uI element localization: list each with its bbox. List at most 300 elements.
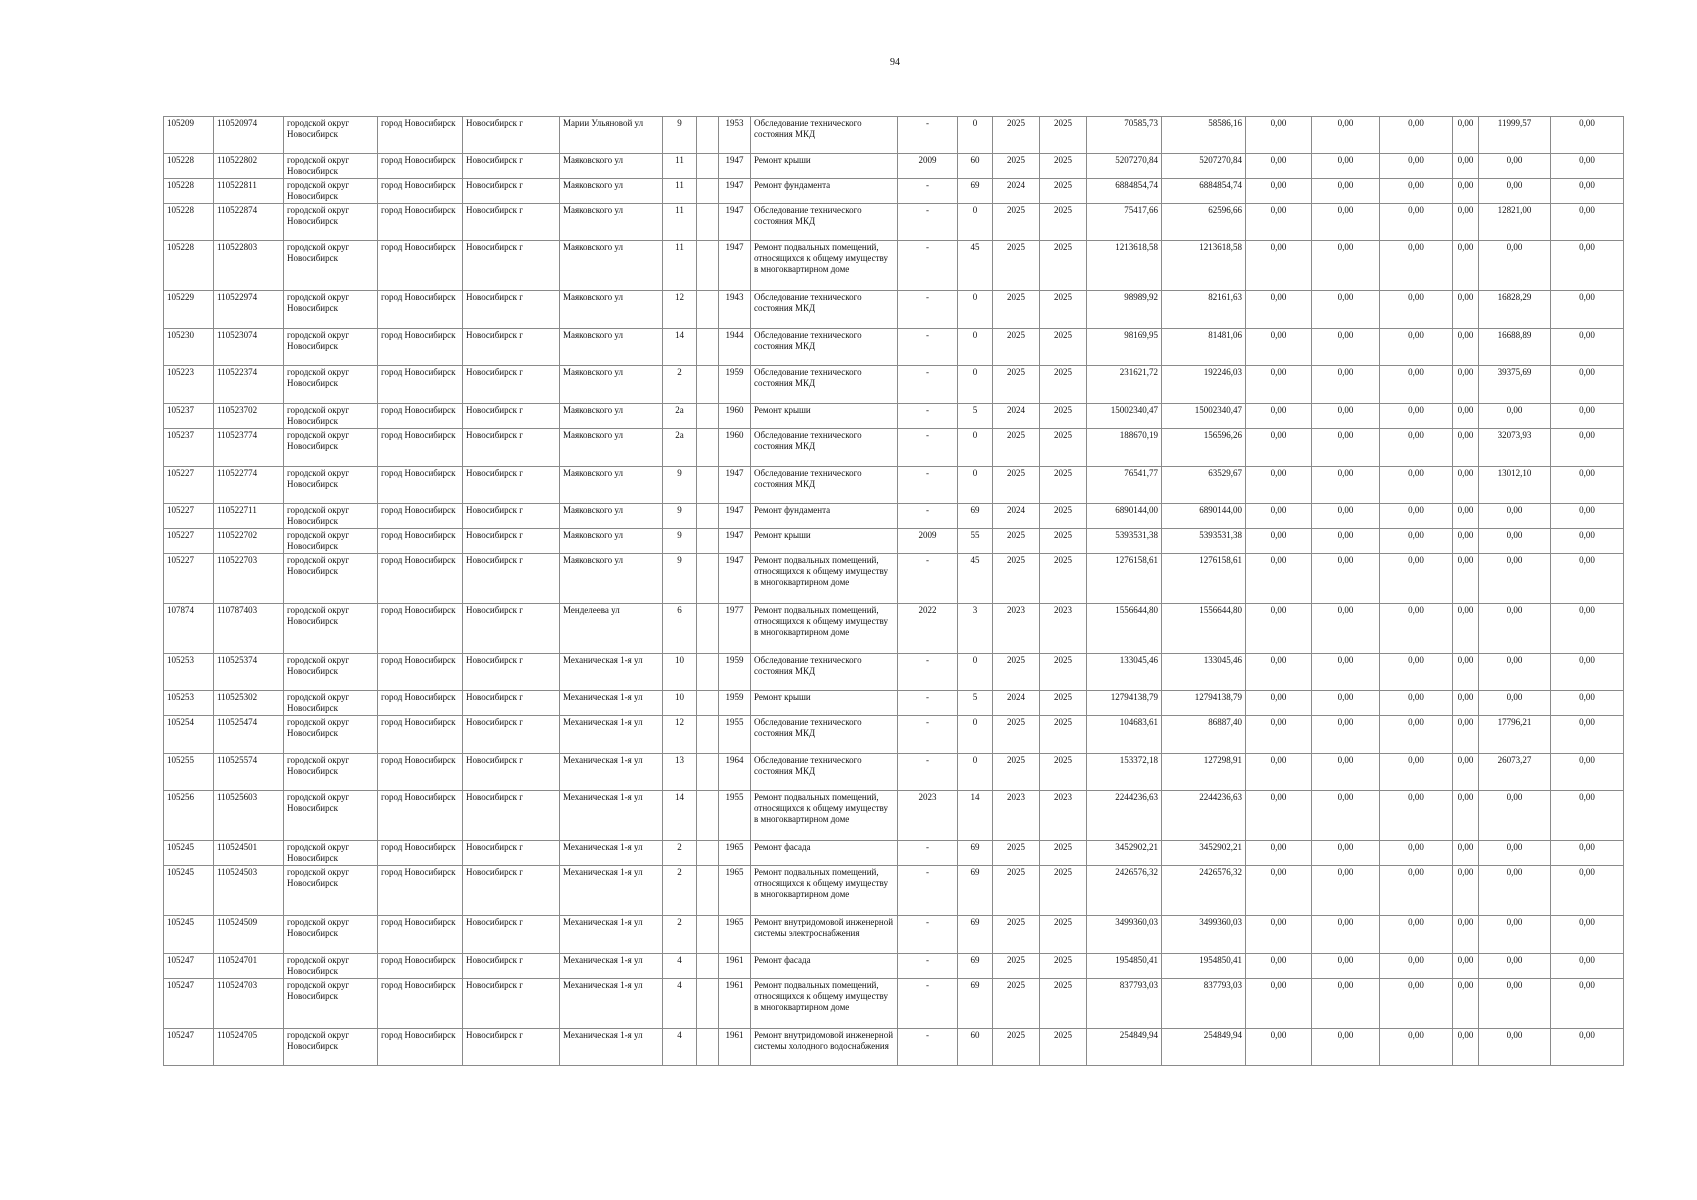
table-row xyxy=(164,329,1624,366)
table-row xyxy=(164,179,1624,204)
cell-other-funds: 0,00 xyxy=(1453,179,1479,204)
cell-owner-funds: 26073,27 xyxy=(1479,754,1551,791)
cell-house-id: 110522774 xyxy=(214,467,284,504)
cell-plan-start: 2025 xyxy=(993,954,1040,979)
cell-federal-funds: 0,00 xyxy=(1246,841,1312,866)
cell-house-number: 2 xyxy=(663,866,697,916)
cell-last-repair-year: 2009 xyxy=(898,154,958,179)
cell-locality: Новосибирск г xyxy=(463,291,560,329)
cell-last-repair-year: - xyxy=(898,916,958,954)
cell-nr-code: 105245 xyxy=(164,866,214,916)
cell-regional-funds: 0,00 xyxy=(1312,429,1380,467)
cell-settlement: город Новосибирск xyxy=(378,366,463,404)
cell-plan-end: 2025 xyxy=(1040,291,1087,329)
cell-building xyxy=(697,954,719,979)
cell-fund-cost: 82161,63 xyxy=(1162,291,1246,329)
cell-settlement: город Новосибирск xyxy=(378,429,463,467)
cell-year-built: 1947 xyxy=(719,204,751,241)
cell-building xyxy=(697,554,719,604)
cell-plan-end: 2023 xyxy=(1040,604,1087,654)
cell-owner-funds: 0,00 xyxy=(1479,1029,1551,1066)
cell-nr-code: 105255 xyxy=(164,754,214,791)
cell-house-number: 10 xyxy=(663,654,697,691)
cell-local-funds: 0,00 xyxy=(1380,529,1453,554)
cell-house-number: 4 xyxy=(663,979,697,1029)
cell-house-id: 110522803 xyxy=(214,241,284,291)
cell-locality: Новосибирск г xyxy=(463,179,560,204)
cell-plan-end: 2025 xyxy=(1040,691,1087,716)
cell-other-funds: 0,00 xyxy=(1453,841,1479,866)
cell-building xyxy=(697,866,719,916)
cell-municipality: городской округ Новосибирск xyxy=(284,754,378,791)
cell-building xyxy=(697,404,719,429)
cell-plan-start: 2025 xyxy=(993,117,1040,154)
cell-total-cost: 1213618,58 xyxy=(1087,241,1162,291)
cell-locality: Новосибирск г xyxy=(463,754,560,791)
cell-nr-code: 105228 xyxy=(164,179,214,204)
table-row xyxy=(164,291,1624,329)
cell-extra-funds: 0,00 xyxy=(1551,791,1624,841)
cell-building xyxy=(697,291,719,329)
cell-total-cost: 70585,73 xyxy=(1087,117,1162,154)
cell-regional-funds: 0,00 xyxy=(1312,554,1380,604)
cell-plan-end: 2025 xyxy=(1040,117,1087,154)
cell-nr-code: 105245 xyxy=(164,841,214,866)
cell-total-cost: 5393531,38 xyxy=(1087,529,1162,554)
cell-nr-code: 105256 xyxy=(164,791,214,841)
cell-nr-code: 105237 xyxy=(164,404,214,429)
cell-settlement: город Новосибирск xyxy=(378,691,463,716)
cell-local-funds: 0,00 xyxy=(1380,504,1453,529)
cell-house-number: 4 xyxy=(663,1029,697,1066)
cell-federal-funds: 0,00 xyxy=(1246,691,1312,716)
cell-total-cost: 133045,46 xyxy=(1087,654,1162,691)
cell-nr-code: 105253 xyxy=(164,654,214,691)
cell-regional-funds: 0,00 xyxy=(1312,467,1380,504)
cell-building xyxy=(697,241,719,291)
cell-owner-funds: 0,00 xyxy=(1479,604,1551,654)
cell-settlement: город Новосибирск xyxy=(378,241,463,291)
cell-total-cost: 2426576,32 xyxy=(1087,866,1162,916)
cell-house-number: 12 xyxy=(663,716,697,754)
cell-work-type: Обследование технического состояния МКД xyxy=(751,291,898,329)
cell-house-id: 110523774 xyxy=(214,429,284,467)
cell-municipality: городской округ Новосибирск xyxy=(284,366,378,404)
cell-plan-end: 2025 xyxy=(1040,979,1087,1029)
table-row xyxy=(164,691,1624,716)
cell-street: Маяковского ул xyxy=(560,429,663,467)
cell-regional-funds: 0,00 xyxy=(1312,754,1380,791)
cell-house-number: 11 xyxy=(663,179,697,204)
cell-work-type: Ремонт крыши xyxy=(751,154,898,179)
cell-locality: Новосибирск г xyxy=(463,467,560,504)
cell-house-number: 9 xyxy=(663,504,697,529)
cell-other-funds: 0,00 xyxy=(1453,291,1479,329)
cell-wear-percent: 3 xyxy=(958,604,993,654)
cell-plan-start: 2023 xyxy=(993,604,1040,654)
cell-extra-funds: 0,00 xyxy=(1551,916,1624,954)
cell-local-funds: 0,00 xyxy=(1380,404,1453,429)
cell-plan-end: 2025 xyxy=(1040,754,1087,791)
table-row xyxy=(164,204,1624,241)
cell-settlement: город Новосибирск xyxy=(378,916,463,954)
cell-building xyxy=(697,179,719,204)
cell-settlement: город Новосибирск xyxy=(378,604,463,654)
cell-total-cost: 75417,66 xyxy=(1087,204,1162,241)
cell-total-cost: 1556644,80 xyxy=(1087,604,1162,654)
cell-extra-funds: 0,00 xyxy=(1551,329,1624,366)
cell-total-cost: 104683,61 xyxy=(1087,716,1162,754)
cell-other-funds: 0,00 xyxy=(1453,866,1479,916)
cell-extra-funds: 0,00 xyxy=(1551,154,1624,179)
cell-last-repair-year: 2022 xyxy=(898,604,958,654)
cell-last-repair-year: - xyxy=(898,204,958,241)
cell-regional-funds: 0,00 xyxy=(1312,654,1380,691)
cell-work-type: Ремонт крыши xyxy=(751,691,898,716)
cell-building xyxy=(697,154,719,179)
cell-owner-funds: 16828,29 xyxy=(1479,291,1551,329)
cell-settlement: город Новосибирск xyxy=(378,204,463,241)
cell-last-repair-year: - xyxy=(898,241,958,291)
cell-last-repair-year: 2009 xyxy=(898,529,958,554)
cell-building xyxy=(697,467,719,504)
cell-work-type: Ремонт подвальных помещений, относящихся к общему имуществу в многоквартирном доме xyxy=(751,604,898,654)
cell-plan-start: 2025 xyxy=(993,716,1040,754)
cell-locality: Новосибирск г xyxy=(463,1029,560,1066)
cell-street: Механическая 1-я ул xyxy=(560,916,663,954)
table-row xyxy=(164,979,1624,1029)
cell-last-repair-year: - xyxy=(898,979,958,1029)
cell-wear-percent: 0 xyxy=(958,117,993,154)
cell-plan-start: 2025 xyxy=(993,429,1040,467)
cell-house-number: 14 xyxy=(663,791,697,841)
cell-nr-code: 105228 xyxy=(164,204,214,241)
cell-fund-cost: 837793,03 xyxy=(1162,979,1246,1029)
cell-building xyxy=(697,504,719,529)
cell-wear-percent: 55 xyxy=(958,529,993,554)
cell-other-funds: 0,00 xyxy=(1453,716,1479,754)
cell-settlement: город Новосибирск xyxy=(378,404,463,429)
cell-house-number: 11 xyxy=(663,154,697,179)
cell-owner-funds: 12821,00 xyxy=(1479,204,1551,241)
cell-nr-code: 105237 xyxy=(164,429,214,467)
table-row xyxy=(164,467,1624,504)
cell-extra-funds: 0,00 xyxy=(1551,504,1624,529)
cell-municipality: городской округ Новосибирск xyxy=(284,529,378,554)
cell-fund-cost: 6890144,00 xyxy=(1162,504,1246,529)
cell-owner-funds: 11999,57 xyxy=(1479,117,1551,154)
cell-federal-funds: 0,00 xyxy=(1246,791,1312,841)
cell-street: Маяковского ул xyxy=(560,179,663,204)
cell-settlement: город Новосибирск xyxy=(378,716,463,754)
cell-nr-code: 105229 xyxy=(164,291,214,329)
cell-owner-funds: 0,00 xyxy=(1479,841,1551,866)
cell-settlement: город Новосибирск xyxy=(378,791,463,841)
cell-other-funds: 0,00 xyxy=(1453,654,1479,691)
cell-owner-funds: 0,00 xyxy=(1479,404,1551,429)
cell-house-number: 9 xyxy=(663,467,697,504)
cell-nr-code: 105247 xyxy=(164,954,214,979)
cell-plan-start: 2023 xyxy=(993,791,1040,841)
cell-municipality: городской округ Новосибирск xyxy=(284,154,378,179)
cell-regional-funds: 0,00 xyxy=(1312,691,1380,716)
cell-total-cost: 98169,95 xyxy=(1087,329,1162,366)
cell-work-type: Обследование технического состояния МКД xyxy=(751,654,898,691)
cell-plan-end: 2025 xyxy=(1040,429,1087,467)
cell-other-funds: 0,00 xyxy=(1453,529,1479,554)
cell-street: Механическая 1-я ул xyxy=(560,866,663,916)
cell-plan-start: 2025 xyxy=(993,467,1040,504)
cell-building xyxy=(697,366,719,404)
cell-plan-start: 2025 xyxy=(993,529,1040,554)
cell-plan-start: 2025 xyxy=(993,1029,1040,1066)
cell-wear-percent: 69 xyxy=(958,979,993,1029)
cell-other-funds: 0,00 xyxy=(1453,979,1479,1029)
cell-owner-funds: 17796,21 xyxy=(1479,716,1551,754)
cell-wear-percent: 60 xyxy=(958,1029,993,1066)
cell-owner-funds: 0,00 xyxy=(1479,979,1551,1029)
cell-locality: Новосибирск г xyxy=(463,429,560,467)
cell-owner-funds: 39375,69 xyxy=(1479,366,1551,404)
cell-building xyxy=(697,117,719,154)
cell-year-built: 1953 xyxy=(719,117,751,154)
cell-regional-funds: 0,00 xyxy=(1312,529,1380,554)
cell-municipality: городской округ Новосибирск xyxy=(284,979,378,1029)
cell-house-number: 9 xyxy=(663,529,697,554)
cell-fund-cost: 86887,40 xyxy=(1162,716,1246,754)
cell-fund-cost: 254849,94 xyxy=(1162,1029,1246,1066)
cell-settlement: город Новосибирск xyxy=(378,467,463,504)
cell-local-funds: 0,00 xyxy=(1380,291,1453,329)
cell-plan-start: 2025 xyxy=(993,866,1040,916)
cell-other-funds: 0,00 xyxy=(1453,204,1479,241)
cell-other-funds: 0,00 xyxy=(1453,429,1479,467)
cell-fund-cost: 1556644,80 xyxy=(1162,604,1246,654)
cell-fund-cost: 5207270,84 xyxy=(1162,154,1246,179)
cell-other-funds: 0,00 xyxy=(1453,154,1479,179)
cell-building xyxy=(697,841,719,866)
cell-plan-start: 2024 xyxy=(993,404,1040,429)
cell-federal-funds: 0,00 xyxy=(1246,366,1312,404)
cell-plan-end: 2025 xyxy=(1040,504,1087,529)
cell-year-built: 1965 xyxy=(719,866,751,916)
cell-extra-funds: 0,00 xyxy=(1551,716,1624,754)
cell-house-id: 110522703 xyxy=(214,554,284,604)
cell-locality: Новосибирск г xyxy=(463,504,560,529)
cell-plan-end: 2025 xyxy=(1040,841,1087,866)
cell-regional-funds: 0,00 xyxy=(1312,916,1380,954)
cell-locality: Новосибирск г xyxy=(463,979,560,1029)
cell-plan-end: 2025 xyxy=(1040,204,1087,241)
cell-settlement: город Новосибирск xyxy=(378,554,463,604)
cell-fund-cost: 81481,06 xyxy=(1162,329,1246,366)
table-row xyxy=(164,117,1624,154)
cell-local-funds: 0,00 xyxy=(1380,554,1453,604)
cell-house-number: 11 xyxy=(663,204,697,241)
cell-extra-funds: 0,00 xyxy=(1551,429,1624,467)
cell-settlement: город Новосибирск xyxy=(378,979,463,1029)
cell-building xyxy=(697,654,719,691)
cell-nr-code: 105254 xyxy=(164,716,214,754)
cell-local-funds: 0,00 xyxy=(1380,979,1453,1029)
cell-house-id: 110525474 xyxy=(214,716,284,754)
cell-year-built: 1960 xyxy=(719,429,751,467)
table-row xyxy=(164,716,1624,754)
cell-street: Маяковского ул xyxy=(560,554,663,604)
cell-house-id: 110524705 xyxy=(214,1029,284,1066)
cell-regional-funds: 0,00 xyxy=(1312,716,1380,754)
cell-house-id: 110522874 xyxy=(214,204,284,241)
cell-owner-funds: 0,00 xyxy=(1479,916,1551,954)
cell-building xyxy=(697,716,719,754)
cell-year-built: 1965 xyxy=(719,841,751,866)
cell-last-repair-year: 2023 xyxy=(898,791,958,841)
cell-street: Маяковского ул xyxy=(560,467,663,504)
cell-nr-code: 105230 xyxy=(164,329,214,366)
cell-federal-funds: 0,00 xyxy=(1246,654,1312,691)
cell-work-type: Ремонт фасада xyxy=(751,841,898,866)
cell-locality: Новосибирск г xyxy=(463,404,560,429)
cell-year-built: 1947 xyxy=(719,467,751,504)
cell-municipality: городской округ Новосибирск xyxy=(284,291,378,329)
cell-regional-funds: 0,00 xyxy=(1312,241,1380,291)
cell-locality: Новосибирск г xyxy=(463,791,560,841)
cell-house-number: 4 xyxy=(663,954,697,979)
table-row xyxy=(164,866,1624,916)
cell-plan-end: 2023 xyxy=(1040,791,1087,841)
cell-building xyxy=(697,691,719,716)
cell-local-funds: 0,00 xyxy=(1380,154,1453,179)
cell-work-type: Ремонт внутридомовой инженерной системы электроснабжения xyxy=(751,916,898,954)
cell-wear-percent: 0 xyxy=(958,329,993,366)
cell-year-built: 1959 xyxy=(719,366,751,404)
cell-local-funds: 0,00 xyxy=(1380,117,1453,154)
cell-year-built: 1965 xyxy=(719,916,751,954)
cell-house-number: 11 xyxy=(663,241,697,291)
cell-building xyxy=(697,916,719,954)
cell-wear-percent: 5 xyxy=(958,404,993,429)
cell-total-cost: 1954850,41 xyxy=(1087,954,1162,979)
cell-federal-funds: 0,00 xyxy=(1246,179,1312,204)
cell-last-repair-year: - xyxy=(898,841,958,866)
cell-federal-funds: 0,00 xyxy=(1246,554,1312,604)
table-row xyxy=(164,241,1624,291)
cell-fund-cost: 2426576,32 xyxy=(1162,866,1246,916)
cell-wear-percent: 0 xyxy=(958,654,993,691)
cell-house-id: 110523074 xyxy=(214,329,284,366)
cell-settlement: город Новосибирск xyxy=(378,866,463,916)
cell-year-built: 1943 xyxy=(719,291,751,329)
cell-year-built: 1961 xyxy=(719,1029,751,1066)
cell-fund-cost: 3452902,21 xyxy=(1162,841,1246,866)
cell-extra-funds: 0,00 xyxy=(1551,529,1624,554)
cell-building xyxy=(697,604,719,654)
cell-house-number: 2а xyxy=(663,404,697,429)
cell-federal-funds: 0,00 xyxy=(1246,979,1312,1029)
cell-plan-end: 2025 xyxy=(1040,241,1087,291)
cell-federal-funds: 0,00 xyxy=(1246,604,1312,654)
cell-work-type: Ремонт подвальных помещений, относящихся к общему имуществу в многоквартирном доме xyxy=(751,791,898,841)
cell-plan-end: 2025 xyxy=(1040,866,1087,916)
cell-plan-start: 2024 xyxy=(993,179,1040,204)
cell-settlement: город Новосибирск xyxy=(378,179,463,204)
cell-house-number: 2 xyxy=(663,841,697,866)
cell-federal-funds: 0,00 xyxy=(1246,954,1312,979)
cell-work-type: Ремонт крыши xyxy=(751,404,898,429)
cell-other-funds: 0,00 xyxy=(1453,241,1479,291)
cell-regional-funds: 0,00 xyxy=(1312,117,1380,154)
cell-owner-funds: 13012,10 xyxy=(1479,467,1551,504)
cell-owner-funds: 32073,93 xyxy=(1479,429,1551,467)
cell-locality: Новосибирск г xyxy=(463,841,560,866)
cell-wear-percent: 69 xyxy=(958,841,993,866)
cell-total-cost: 231621,72 xyxy=(1087,366,1162,404)
cell-year-built: 1947 xyxy=(719,529,751,554)
cell-street: Механическая 1-я ул xyxy=(560,716,663,754)
cell-plan-end: 2025 xyxy=(1040,366,1087,404)
cell-building xyxy=(697,979,719,1029)
cell-building xyxy=(697,329,719,366)
cell-plan-start: 2025 xyxy=(993,841,1040,866)
cell-local-funds: 0,00 xyxy=(1380,954,1453,979)
cell-locality: Новосибирск г xyxy=(463,691,560,716)
cell-other-funds: 0,00 xyxy=(1453,754,1479,791)
cell-work-type: Ремонт крыши xyxy=(751,529,898,554)
cell-owner-funds: 0,00 xyxy=(1479,504,1551,529)
cell-street: Маяковского ул xyxy=(560,366,663,404)
cell-municipality: городской округ Новосибирск xyxy=(284,504,378,529)
cell-work-type: Обследование технического состояния МКД xyxy=(751,754,898,791)
cell-last-repair-year: - xyxy=(898,117,958,154)
cell-building xyxy=(697,429,719,467)
cell-plan-start: 2025 xyxy=(993,979,1040,1029)
cell-local-funds: 0,00 xyxy=(1380,604,1453,654)
cell-other-funds: 0,00 xyxy=(1453,954,1479,979)
cell-owner-funds: 0,00 xyxy=(1479,241,1551,291)
cell-settlement: город Новосибирск xyxy=(378,154,463,179)
cell-local-funds: 0,00 xyxy=(1380,429,1453,467)
cell-year-built: 1955 xyxy=(719,791,751,841)
cell-last-repair-year: - xyxy=(898,467,958,504)
cell-plan-end: 2025 xyxy=(1040,1029,1087,1066)
cell-year-built: 1961 xyxy=(719,954,751,979)
cell-plan-end: 2025 xyxy=(1040,179,1087,204)
cell-wear-percent: 0 xyxy=(958,291,993,329)
cell-owner-funds: 16688,89 xyxy=(1479,329,1551,366)
cell-nr-code: 105228 xyxy=(164,241,214,291)
cell-house-id: 110522711 xyxy=(214,504,284,529)
cell-total-cost: 3452902,21 xyxy=(1087,841,1162,866)
table-row xyxy=(164,754,1624,791)
cell-plan-end: 2025 xyxy=(1040,654,1087,691)
cell-street: Маяковского ул xyxy=(560,204,663,241)
cell-regional-funds: 0,00 xyxy=(1312,404,1380,429)
cell-house-id: 110522802 xyxy=(214,154,284,179)
cell-owner-funds: 0,00 xyxy=(1479,954,1551,979)
cell-house-id: 110524509 xyxy=(214,916,284,954)
cell-total-cost: 254849,94 xyxy=(1087,1029,1162,1066)
cell-fund-cost: 15002340,47 xyxy=(1162,404,1246,429)
cell-year-built: 1955 xyxy=(719,716,751,754)
cell-settlement: город Новосибирск xyxy=(378,1029,463,1066)
cell-total-cost: 6884854,74 xyxy=(1087,179,1162,204)
cell-house-id: 110524503 xyxy=(214,866,284,916)
cell-municipality: городской округ Новосибирск xyxy=(284,329,378,366)
cell-plan-start: 2025 xyxy=(993,554,1040,604)
table-row xyxy=(164,529,1624,554)
cell-street: Маяковского ул xyxy=(560,529,663,554)
cell-street: Механическая 1-я ул xyxy=(560,691,663,716)
